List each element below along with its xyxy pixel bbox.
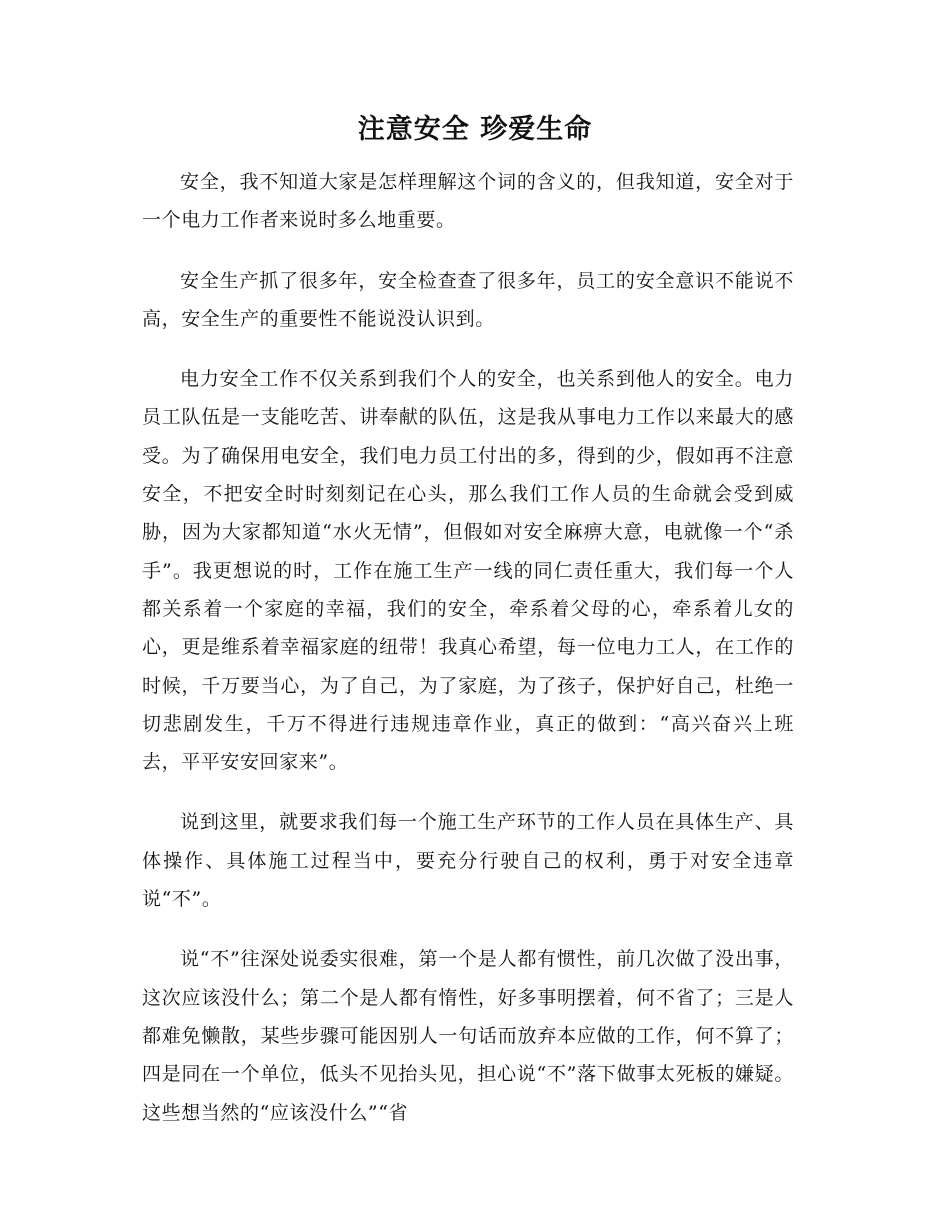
paragraph-4: 说到这里，就要求我们每一个施工生产环节的工作人员在具体生产、具体操作、具体施工过程当中，要充分行驶自己的权利，勇于对安全违章说“不”。 [142,811,794,911]
document-body [142,163,794,1154]
paragraph-5: 说“不”往深处说委实很难，第一个是人都有惯性，前几次做了没出事，这次应该没什么；第二个是人都有惰性，好多事明摆着，何不省了；三是人都难免懒散，某些步骤可能因别人一句话而放弃本应做的工作，何不算了；四是同在一个单位，低头不见抬头见，担心说“不”落下做事太死板的嫌疑。这些想当然的“应该没什么”“省 [142,948,794,1124]
document-title: 注意安全 珍爱生命 [357,114,593,145]
paragraph-2: 安全生产抓了很多年，安全检查查了很多年，员工的安全意识不能说不高，安全生产的重要性不能说没认识到。 [142,269,794,330]
paragraph-3: 电力安全工作不仅关系到我们个人的安全，也关系到他人的安全。电力员工队伍是一支能吃苦、讲奉献的队伍，这是我从事电力工作以来最大的感受。为了确保用电安全，我们电力员工付出的多，得到的少，假如再不注意安全，不把安全时时刻刻记在心头，那么我们工作人员的生命就会受到威胁，因为大家都知道“水火无情”，但假如对安全麻痹大意，电就像一个“杀手”。我更想说的时，工作在施工生产一线的同仁责任重大，我们每一个人都关系着一个家庭的幸福，我们的安全，牵系着父母的心，牵系着儿女的心，更是维系着幸福家庭的纽带！我真心希望，每一位电力工人，在工作的时候，千万要当心，为了自己，为了家庭，为了孩子，保护好自己，杜绝一切悲剧发生，千万不得进行违规违章作业，真正的做到：“高兴奋兴上班去，平平安安回家来”。 [142,368,794,774]
paragraph-1: 安全，我不知道大家是怎样理解这个词的含义的，但我知道，安全对于一个电力工作者来说时多么地重要。 [142,171,794,232]
